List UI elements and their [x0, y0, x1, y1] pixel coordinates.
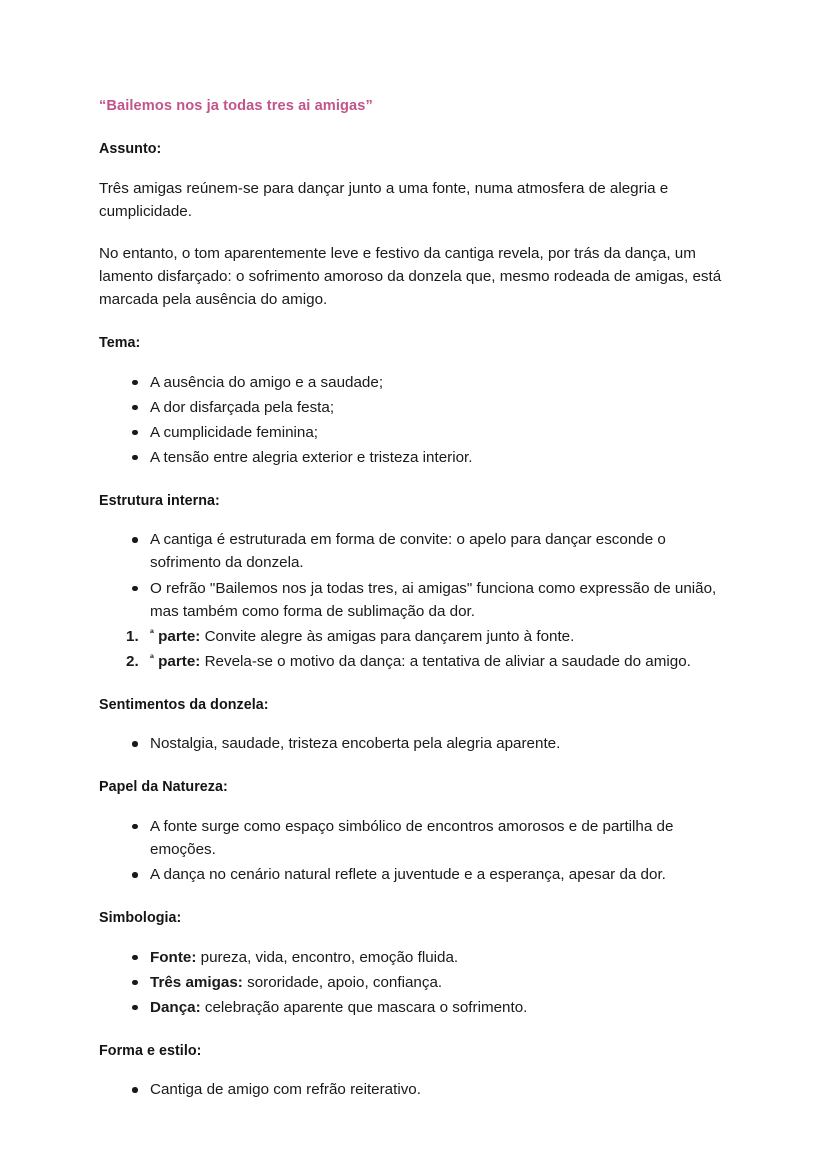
list-item: Cantiga de amigo com refrão reiterativo.: [99, 1078, 730, 1101]
heading-sentimentos-da-donzela: Sentimentos da donzela:: [99, 696, 269, 713]
part-text: Revela-se o motivo da dança: a tentativa de aliviar a saudade do amigo.: [204, 652, 691, 670]
estrutura-interna-bullets: [99, 528, 730, 622]
part-text: Convite alegre às amigas para dançarem junto à fonte.: [204, 627, 575, 645]
symbol-text: pureza, vida, encontro, emoção fluida.: [196, 948, 459, 966]
estrutura-interna-list-group: [99, 528, 730, 673]
symbol-label: Três amigas:: [150, 973, 243, 991]
sentimentos-list: [99, 732, 730, 755]
symbol-label: Fonte:: [150, 948, 197, 966]
list-item: [99, 971, 730, 994]
papel-natureza-list: [99, 815, 730, 886]
simbologia-list: [99, 946, 730, 1019]
symbol-label: Dança:: [150, 998, 201, 1016]
heading-tema: Tema:: [99, 335, 141, 352]
part-label: parte:: [158, 627, 201, 645]
list-item: A dança no cenário natural reflete a juventude e a esperança, apesar da dor.: [99, 863, 730, 886]
heading-forma-e-estilo: Forma e estilo:: [99, 1042, 202, 1059]
assunto-paragraph-2: No entanto, o tom aparentemente leve e festivo da cantiga revela, por trás da dança, um lamento disfarçado: o sofrimento amoroso da donzela que, mesmo rodeada de amigas, está marcada pela ausência do amigo.: [99, 244, 722, 308]
list-item: A dor disfarçada pela festa;: [99, 396, 730, 419]
list-item: Nostalgia, saudade, tristeza encoberta pela alegria aparente.: [99, 732, 730, 755]
list-item: A tensão entre alegria exterior e tristeza interior.: [99, 446, 730, 469]
ordinal-suffix: ª: [150, 652, 154, 665]
list-item: O refrão "Bailemos nos ja todas tres, ai amigas" funciona como expressão de união, mas também como forma de sublimação da dor.: [99, 577, 730, 623]
heading-assunto: Assunto:: [99, 141, 162, 158]
list-item: A fonte surge como espaço simbólico de encontros amorosos e de partilha de emoções.: [99, 815, 730, 861]
list-item: A cantiga é estruturada em forma de convite: o apelo para dançar esconde o sofrimento da donzela.: [99, 528, 730, 574]
ordinal-suffix: ª: [150, 627, 154, 640]
estrutura-interna-numbered: [99, 625, 730, 673]
list-item: [99, 996, 730, 1019]
assunto-paragraph-1: Três amigas reúnem-se para dançar junto a uma fonte, numa atmosfera de alegria e cumplicidade.: [99, 179, 669, 220]
tema-list: [99, 371, 730, 469]
list-item: A ausência do amigo e a saudade;: [99, 371, 730, 394]
document-title: “Bailemos nos ja todas tres ai amigas”: [99, 98, 373, 114]
forma-estilo-list: [99, 1078, 730, 1101]
heading-simbologia: Simbologia:: [99, 910, 182, 927]
numbered-list-item: [99, 625, 730, 648]
part-label: parte:: [158, 652, 201, 670]
heading-estrutura-interna: Estrutura interna:: [99, 492, 220, 509]
list-item: [99, 946, 730, 969]
symbol-text: sororidade, apoio, confiança.: [242, 973, 443, 991]
symbol-text: celebração aparente que mascara o sofrimento.: [200, 998, 528, 1016]
numbered-list-item: [99, 650, 730, 673]
list-item: A cumplicidade feminina;: [99, 421, 730, 444]
heading-papel-da-natureza: Papel da Natureza:: [99, 779, 228, 796]
